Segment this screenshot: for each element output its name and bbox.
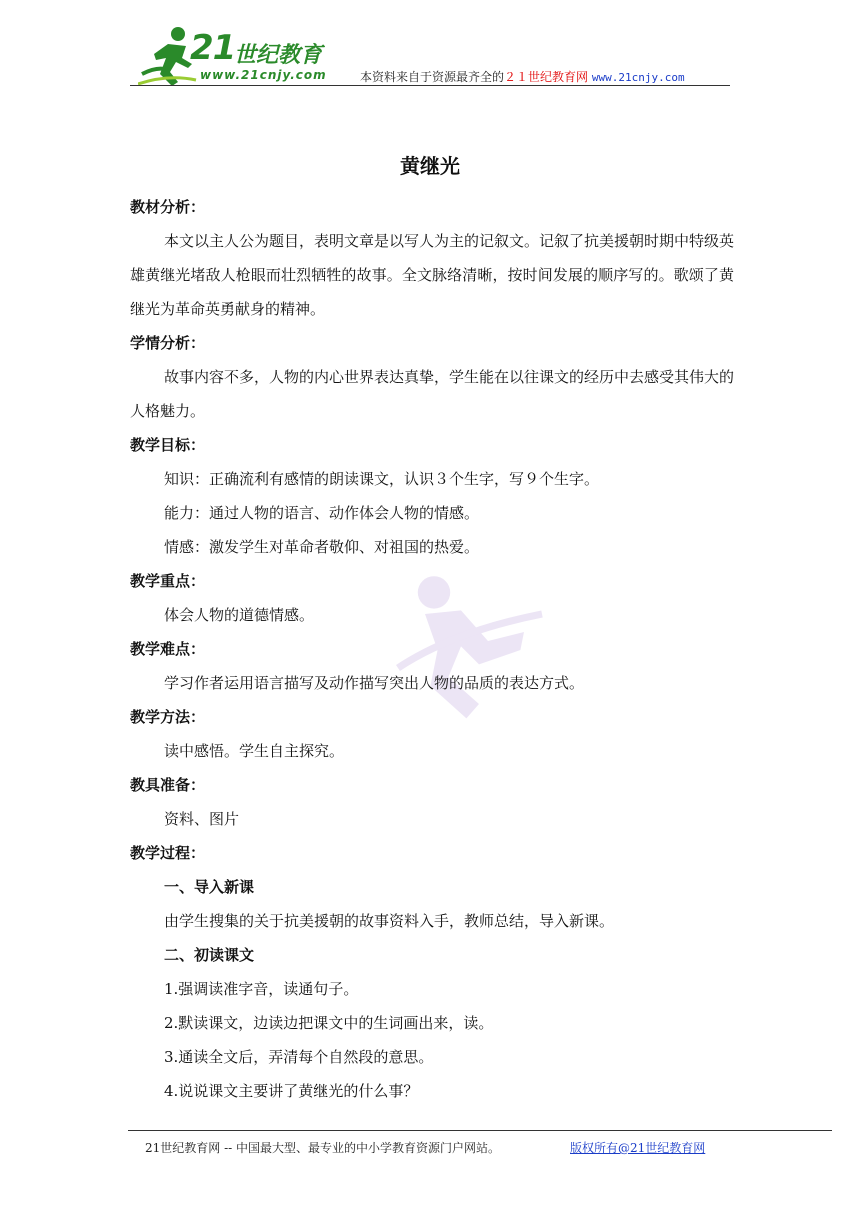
- runner-icon: [138, 24, 198, 88]
- goal-emotion: 情感：激发学生对革命者敬仰、对祖国的热爱。: [164, 538, 480, 556]
- document-title: 黄继光: [400, 154, 460, 178]
- step2-item: 1.强调读准字音，读通句子。: [164, 980, 359, 998]
- section-heading-method: 教学方法：: [130, 708, 206, 726]
- section-heading-difficult: 教学难点：: [130, 640, 206, 658]
- section-heading-student: 学情分析：: [130, 334, 206, 352]
- header-divider: [130, 85, 730, 86]
- site-logo: [138, 24, 338, 88]
- section-heading-analysis: 教材分析：: [130, 198, 206, 216]
- method-text: 读中感悟。学生自主探究。: [164, 742, 345, 760]
- page-header: [130, 20, 730, 86]
- logo-url: www.21cnjy.com: [200, 68, 327, 82]
- section-heading-goals: 教学目标：: [130, 436, 206, 454]
- step2-item: 2.默读课文，边读边把课文中的生词画出来，读。: [164, 1014, 494, 1032]
- step1-heading: 一、导入新课: [164, 878, 255, 896]
- header-note-prefix: 本资料来自于资源最齐全的: [360, 70, 505, 84]
- footer-left-text: 21世纪教育网 -- 中国最大型、最专业的中小学教育资源门户网站。: [145, 1141, 501, 1155]
- step2-item: 3.通读全文后，弄清每个自然段的意思。: [164, 1048, 434, 1066]
- section-heading-key: 教学重点：: [130, 572, 206, 590]
- logo-name: 世纪教育: [234, 43, 323, 68]
- goal-ability: 能力：通过人物的语言、动作体会人物的情感。: [164, 504, 480, 522]
- section-heading-tools: 教具准备：: [130, 776, 206, 794]
- section-heading-process: 教学过程：: [130, 844, 206, 862]
- tools-text: 资料、图片: [164, 810, 240, 828]
- logo-number: 21: [190, 28, 236, 68]
- student-paragraph: 故事内容不多，人物的内心世界表达真挚，学生能在以往课文的经历中去感受其伟大的人格魅力。: [130, 368, 735, 420]
- header-note-url[interactable]: www.21cnjy.com: [591, 71, 685, 84]
- step2-item: 4.说说课文主要讲了黄继光的什么事？: [164, 1082, 419, 1100]
- step2-heading: 二、初读课文: [164, 946, 255, 964]
- header-note-site[interactable]: ２１世纪教育网: [504, 70, 589, 84]
- header-note: [360, 68, 685, 85]
- key-text: 体会人物的道德情感。: [164, 606, 315, 624]
- difficult-text: 学习作者运用语言描写及动作描写突出人物的品质的表达方式。: [164, 674, 585, 692]
- document-body: [130, 190, 734, 1108]
- page-footer: [145, 1139, 706, 1156]
- footer-divider: [128, 1130, 832, 1131]
- step1-text: 由学生搜集的关于抗美援朝的故事资料入手，教师总结，导入新课。: [164, 912, 615, 930]
- analysis-paragraph: 本文以主人公为题目，表明文章是以写人为主的记叙文。记叙了抗美援朝时期中特级英雄黄继光堵敌人枪眼而壮烈牺牲的故事。全文脉络清晰，按时间发展的顺序写的。歌颂了黄继光为革命英勇献身的精神。: [130, 232, 735, 318]
- footer-copyright-link[interactable]: 版权所有@21世纪教育网: [570, 1141, 706, 1155]
- goal-knowledge: 知识：正确流利有感情的朗读课文，认识３个生字，写９个生字。: [164, 470, 600, 488]
